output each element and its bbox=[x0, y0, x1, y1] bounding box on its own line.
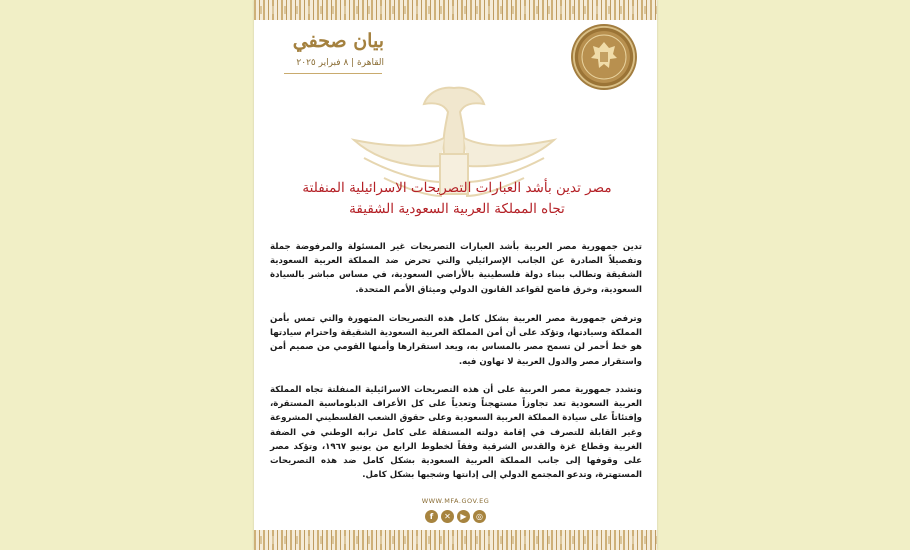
headline bbox=[274, 178, 640, 220]
decorative-border-top bbox=[254, 0, 657, 20]
instagram-icon[interactable]: ◎ bbox=[473, 510, 486, 523]
social-links bbox=[254, 510, 657, 523]
body-paragraph-3: وتشدد جمهورية مصر العربية على أن هذه التصريحات الاسرائيلية المنفلتة تجاه المملكة العربية السعودية تعد تجاوزاً مستهجناً وتعدياً على كل الأعراف الدبلوماسية المستقرة، وإفتئاتاً على سيادة المملكة العربية السعودية وعلى حقوق الشعب الفلسطيني المشروعة وغير القابلة للتصرف في إقامة دولته المستقلة على كامل ترابه الوطني في الضفة الغربية وقطاع غزة والقدس الشرقية وفقاً لخطوط الرابع من يونيو ١٩٦٧، وتؤكد مصر على وقوفها إلى جانب المملكة العربية السعودية بشكل كامل ضد هذه التصريحات المستهترة، وتدعو المجتمع الدولي إلى إدانتها وشجبها بشكل كامل. bbox=[270, 385, 642, 481]
headline-line-2: تجاه المملكة العربية السعودية الشقيقة bbox=[349, 201, 565, 217]
website-url[interactable]: WWW.MFA.GOV.EG bbox=[421, 497, 490, 505]
headline-line-1: مصر تدين بأشد العبارات التصريحات الاسرائيلية المنفلتة bbox=[302, 180, 612, 196]
decorative-border-bottom bbox=[254, 530, 657, 550]
header-divider bbox=[284, 73, 382, 74]
facebook-icon[interactable]: f bbox=[425, 510, 438, 523]
body-paragraph-1: تدين جمهورية مصر العربية بأشد العبارات التصريحات غير المسئولة والمرفوضة جملة وتفصيلاً الصادرة عن الجانب الإسرائيلي والتي تحرض ضد المملكة العربية السعودية الشقيقة وتطالب ببناء دولة فلسطينية بالأراضي السعودية، في مساس مباشر بالسيادة السعودية، وخرق فاضح لقواعد القانون الدولي وميثاق الأمم المتحدة. bbox=[270, 242, 642, 295]
date-line: القاهرة | ٨ فبراير ٢٠٢٥ bbox=[296, 58, 384, 68]
press-release-page bbox=[254, 0, 657, 550]
x-icon[interactable]: ✕ bbox=[441, 510, 454, 523]
youtube-icon[interactable]: ▶ bbox=[457, 510, 470, 523]
press-release-title: بيان صحفي bbox=[292, 30, 384, 52]
body-paragraph-2: وترفض جمهورية مصر العربية بشكل كامل هذه التصريحات المتهورة والتي تمس بأمن المملكة وسيادتها، وتؤكد على أن أمن المملكة العربية السعودية الشقيقة واحترام سيادتها هو خط أحمر لن تسمح مصر بالمساس به، ويعد استقرارها وأمنها القومي من صميم أمن واستقرار مصر والدول العربية لا تهاون فيه. bbox=[270, 314, 642, 367]
